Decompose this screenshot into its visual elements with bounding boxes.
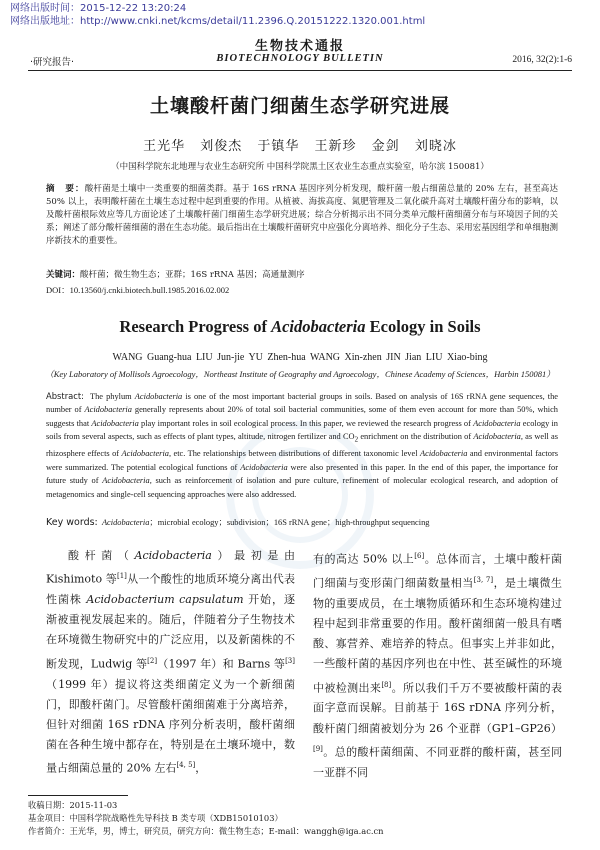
abstract-en-text: , as well as rhizosphere effects of [46,432,559,459]
taxon-name: Acidobacteria [473,432,521,442]
abstract-en-text: generally represents about 20% of total soil bacterial communities, some of them even account for more than 50%, which suggests that [46,405,558,428]
authors-cn: 王光华 刘俊杰 于镇华 王新珍 金剑 刘晓冰 [143,139,457,154]
footnote-received: 收稿日期：2015-11-03 [28,800,118,810]
citation-ref[interactable]: [2] [147,656,158,665]
citation-ref[interactable]: [4, 5] [176,761,196,770]
body-column-left [46,546,295,779]
body-text: 从一个酸性的地质环境分离出代表性菌株 [46,572,296,607]
body-paragraph [46,546,295,779]
body-text: 。所以我们千万不要被酸杆菌的表面字意而误解。目前基于 16S rDNA 序列分析，酸杆菌门细菌被划分为 26 个亚群（GP1–GP26） [313,681,563,735]
volume-info: 2016, 32(2):1-6 [512,55,572,65]
body-text: ， [195,762,207,775]
keywords-cn-label: 关键词： [46,270,81,280]
body-text: 。总体而言，土壤中酸杆菌门细菌与变形菌门细菌数量相当 [313,552,562,590]
taxon-name: Acidobacteria [91,418,139,428]
taxon-name: Acidobacteria [134,392,183,401]
abstract-en-text: were also presented in this paper. In the end of this paper, the importance for future study of [46,462,558,486]
citation-ref[interactable]: [1] [117,572,127,581]
title-en-italic: Acidobacteria [271,317,366,336]
doi[interactable]: DOI：10.13560/j.cnki.biotech.bull.1985.2016.02.002 [46,285,230,295]
title-en-suffix: Ecology in Soils [365,317,481,336]
footnote-author: 作者简介：王光华，男，博士，研究员，研究方向：微生物生态；E-mail：wanggh@iga.ac.cn [28,826,384,836]
title-en [0,317,600,337]
keywords-cn [46,268,558,280]
body-text: 有的高达 50% 以上 [313,552,415,566]
abstract-en-text: and environmental factors were summarized. The potential ecological functions of [46,449,558,472]
title-en-prefix: Research Progress of [119,317,272,336]
body-text: （1999 年）提议将这类细菌定义为一个新细菌门，即酸杆菌门。尽管酸杆菌细菌难于分离培养，但针对细菌 16S rDNA 序列分析表明，酸杆菌细菌在各种生境中都存在，特别是在土壤环境中，数量占细菌总量的 20% 左右 [46,677,295,775]
publish-time-value: 2015-12-22 13:20:24 [80,3,187,14]
body-text: 开始，逐渐被重视发展起来的。随后，伴随着分子生物技术在环境微生物研究中的广泛应用，以及新菌株的不断发现，Ludwig 等 [46,593,295,671]
taxon-name: Acidobacteria [419,449,468,459]
keywords-en-italic: Acidobacteria [101,518,150,527]
citation-ref[interactable]: [6] [414,552,425,560]
citation-ref[interactable]: [3] [285,656,295,665]
taxon-name: Acidobacteria [102,476,150,486]
abstract-en-text: , such as reinforcement of isolation and pure culture, refinement of molecular ecological research, and adoption of metagenomics and single-cell sequencing approaches were also addressed. [46,476,558,499]
abstract-en-text: is one of the most important bacterial groups in soils. Based on analysis of 16S rRNA gene sequences, the number of [46,392,558,415]
journal-name-en: BIOTECHNOLOGY BULLETIN [216,53,384,64]
abstract-cn [46,183,558,248]
taxon-name: Acidobacteria [473,418,521,428]
affiliation-en: （Key Laboratory of Mollisols Agroecology，Northeast Institute of Geography and Agroecology，Chinese Academy of Sciences，Harbin 150081） [45,369,555,379]
abstract-en-text: ecology in soils from several aspects, such as effects of plant types, altitude, nitrogen fertilizer and CO [46,418,558,442]
abstract-en-text: The phylum [90,392,135,401]
body-text: 。总的酸杆菌细菌、不同亚群的酸杆菌，甚至同一亚群不同 [313,745,562,779]
citation-ref[interactable]: [3, 7] [473,575,494,584]
publish-url-label: 网络出版地址： [10,16,80,27]
title-cn: 土壤酸杆菌门细菌生态学研究进展 [149,95,450,117]
authors-en: WANG Guang-hua LIU Jun-jie YU Zhen-hua WANG Xin-zhen JIN Jian LIU Xiao-bing [112,352,488,363]
abstract-cn-label: 摘 要： [46,184,85,194]
abstract-cn-text: 酸杆菌是土壤中一类重要的细菌类群。基于 16S rRNA 基因序列分析发现，酸杆菌一般占细菌总量的 20% 左右，甚至高达 50% 以上，表明酸杆菌在土壤生态过程中起到重要的作用。从植被、海拔高度、氮肥管理及二氧化碳升高对土壤酸杆菌分布的影响，以及酸杆菌根际效应等几方面论述了土壤酸杆菌门细菌生态学研究进展；综合分析揭示出不同分类单元酸杆菌细菌分布与环境因子间的关系；阐述了部分酸杆菌细菌的潜在生态功能。最后指出在土壤酸杆菌研究中应强化分离培养、细化分子生态、采用宏基因组学和单细胞测序新技术的重要性。 [46,184,558,247]
footnote-rule [28,795,128,796]
taxon-name: Acidobacteria [121,449,169,459]
keywords-en-label: Key words: [46,517,98,528]
publish-time-line [10,3,186,15]
citation-ref[interactable]: [8] [381,680,392,689]
keywords-en-text: ；microbial ecology；subdivision；16S rRNA gene；high-throughput sequencing [149,518,430,527]
publish-url-link[interactable]: http://www.cnki.net/kcms/detail/11.2396.Q.20151222.1320.001.html [80,16,426,27]
abstract-en-text: play important roles in soil ecological process. In this paper, we reviewed the research progress of [138,418,474,428]
abstract-en-text: , etc. The relationships between distributions of different taxonomic level [168,449,420,459]
taxon-name: Acidobacterium capsulatum [86,593,244,607]
body-text: （1997 年）和 Barns 等 [157,657,286,671]
header-rule [28,70,572,71]
publish-time-label: 网络出版时间： [10,3,80,14]
citation-ref[interactable]: [9] [313,744,323,753]
section-tag: ·研究报告· [30,57,75,68]
taxon-name: Acidobacteria [134,549,212,562]
journal-name-cn: 生物技术通报 [254,39,345,54]
publish-url-line [10,16,425,28]
footnote-fund: 基金项目：中国科学院战略性先导科技 B 类专项（XDB15010103） [28,813,283,823]
co2-subscript: 2 [354,435,359,444]
body-text: 酸杆菌（ [68,549,135,562]
body-column-right [313,546,562,783]
taxon-name: Acidobacteria [240,462,288,472]
keywords-cn-text: 酸杆菌；微生物生态；亚群；16S rRNA 基因；高通量测序 [80,270,305,280]
affiliation-cn: （中国科学院东北地理与农业生态研究所 中国科学院黑土区农业生态重点实验室，哈尔滨 150081） [111,162,489,172]
abstract-en-label: Abstract: [46,391,84,401]
taxon-name: Acidobacteria [84,405,132,415]
body-text: ，是土壤微生物的重要成员，在土壤物质循环和生态环境构建过程中起到非常重要的作用。酸杆菌细菌一般具有嗜酸、寡营养、难培养的特点。但事实上并非如此，一些酸杆菌的基因序列也在中性、甚至碱性的环境中被检测出来 [313,576,562,695]
abstract-en-text: enrichment on the distribution of [358,432,474,442]
body-text: ）最初是由 Kishimoto 等 [46,549,296,586]
